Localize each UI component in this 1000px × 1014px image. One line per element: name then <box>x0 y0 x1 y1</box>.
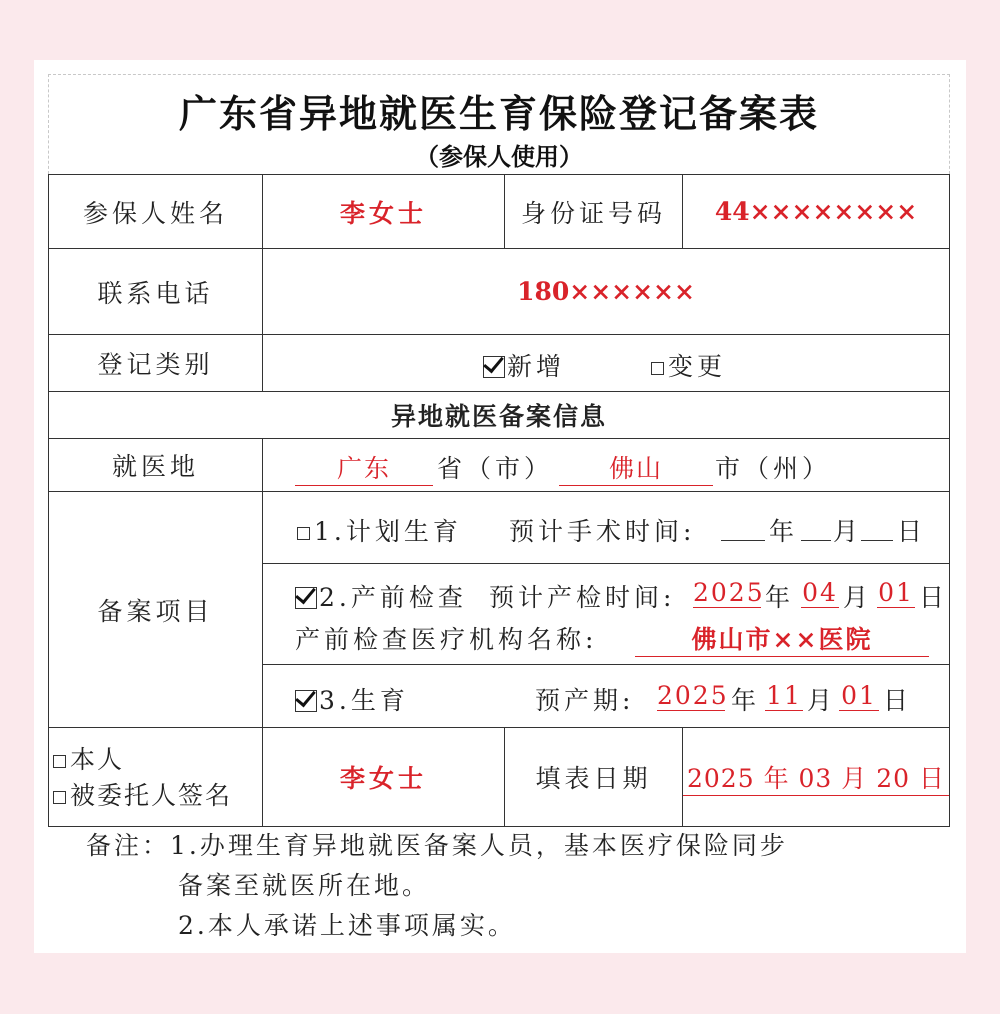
item3-label: 3.生育 <box>319 686 409 715</box>
category-change-option[interactable] <box>651 347 726 383</box>
id-label-cell <box>504 174 683 249</box>
date-value-cell <box>682 727 950 827</box>
item2-day-char: 日 <box>919 583 949 612</box>
item2-org-label: 产前检查医疗机构名称: <box>295 625 598 654</box>
item3-day-char: 日 <box>883 686 913 715</box>
category-new-label: 新增 <box>507 352 566 381</box>
item3-month: 11 <box>766 681 802 710</box>
name-value-cell <box>262 174 505 249</box>
category-label-cell <box>48 334 263 392</box>
checkbox-icon[interactable] <box>651 362 664 375</box>
name-label: 参保人姓名 <box>82 198 228 228</box>
id-value: 44×××××××× <box>714 197 918 226</box>
date-label-cell <box>504 727 683 827</box>
sign-proxy-option[interactable] <box>53 778 262 814</box>
id-value-cell <box>682 174 950 249</box>
note2: 2.本人承诺上述事项属实。 <box>178 911 516 940</box>
item2-year-char: 年 <box>765 583 795 612</box>
item1-year-blank[interactable] <box>721 512 765 541</box>
section-title: 异地就医备案信息 <box>390 402 607 431</box>
phone-label-cell <box>48 248 263 335</box>
item2-option[interactable] <box>295 578 467 614</box>
item1-day-char: 日 <box>897 517 927 546</box>
note1-line2: 备案至就医所在地。 <box>178 871 431 900</box>
checked-box-icon[interactable] <box>483 356 505 378</box>
item1-label: 1.计划生育 <box>314 517 462 546</box>
checkbox-icon[interactable] <box>297 527 310 540</box>
phone-value-cell <box>262 248 950 335</box>
place-label-cell <box>48 438 263 492</box>
form-subtitle: （参保人使用） <box>415 142 583 171</box>
item1-day-blank[interactable] <box>861 512 893 541</box>
title-area <box>48 74 950 174</box>
place-city-suffix: 市（州） <box>715 454 832 483</box>
item2-label: 2.产前检查 <box>319 583 467 612</box>
sign-value-cell <box>262 727 505 827</box>
checkbox-icon[interactable] <box>53 755 66 768</box>
item2-cell <box>262 563 950 665</box>
section-title-cell <box>48 391 950 439</box>
checked-box-icon[interactable] <box>295 587 317 609</box>
category-new-option[interactable] <box>483 347 565 383</box>
date-label: 填表日期 <box>535 764 652 793</box>
item3-month-char: 月 <box>807 686 837 715</box>
name-value: 李女士 <box>339 198 427 228</box>
item3-cell <box>262 664 950 728</box>
item1-month-char: 月 <box>833 517 863 546</box>
note1-line1: 1.办理生育异地就医备案人员，基本医疗保险同步 <box>170 831 788 860</box>
place-value-cell <box>262 438 950 492</box>
id-label: 身份证号码 <box>520 198 666 228</box>
item2-month: 04 <box>802 578 838 607</box>
item3-year: 2025 <box>657 681 729 710</box>
category-label: 登记类别 <box>97 350 214 379</box>
place-province-suffix: 省（市） <box>437 454 554 483</box>
item1-option[interactable] <box>297 512 462 548</box>
notes-prefix: 备注： <box>86 831 171 860</box>
category-value-cell <box>262 334 950 392</box>
items-label: 备案项目 <box>97 596 214 626</box>
sign-label-cell <box>48 727 263 827</box>
notes <box>86 826 788 946</box>
category-change-label: 变更 <box>668 352 727 381</box>
checked-box-icon[interactable] <box>295 690 317 712</box>
sign-proxy-label: 被委托人签名 <box>70 781 233 810</box>
item3-option[interactable] <box>295 681 409 717</box>
item1-year-char: 年 <box>769 517 799 546</box>
item3-day: 01 <box>839 681 879 711</box>
checkbox-icon[interactable] <box>53 791 66 804</box>
item2-month-char: 月 <box>843 583 873 612</box>
phone-label: 联系电话 <box>97 278 214 308</box>
place-label: 就医地 <box>111 452 199 481</box>
item3-year-char: 年 <box>731 686 761 715</box>
sign-self-label: 本人 <box>70 745 125 774</box>
phone-value: 180×××××× <box>517 277 695 306</box>
sign-self-option[interactable] <box>53 742 262 778</box>
item1-month-blank[interactable] <box>801 512 831 541</box>
form-title: 广东省异地就医生育保险登记备案表 <box>178 91 819 136</box>
item2-org-value: 佛山市××医院 <box>635 620 929 657</box>
place-city: 佛山 <box>559 449 713 486</box>
item2-year: 2025 <box>693 578 765 607</box>
items-label-cell <box>48 491 263 728</box>
item2-day: 01 <box>878 578 914 607</box>
item2-time-label: 预计产检时间: <box>489 583 676 612</box>
date-value: 2025 年 03 月 20 日 <box>683 759 949 796</box>
place-province: 广东 <box>295 449 433 486</box>
item1-cell <box>262 491 950 564</box>
item1-time-label: 预计手术时间: <box>509 517 696 546</box>
item3-due-label: 预产期: <box>535 686 635 715</box>
sign-value: 李女士 <box>339 764 427 793</box>
name-label-cell <box>48 174 263 249</box>
